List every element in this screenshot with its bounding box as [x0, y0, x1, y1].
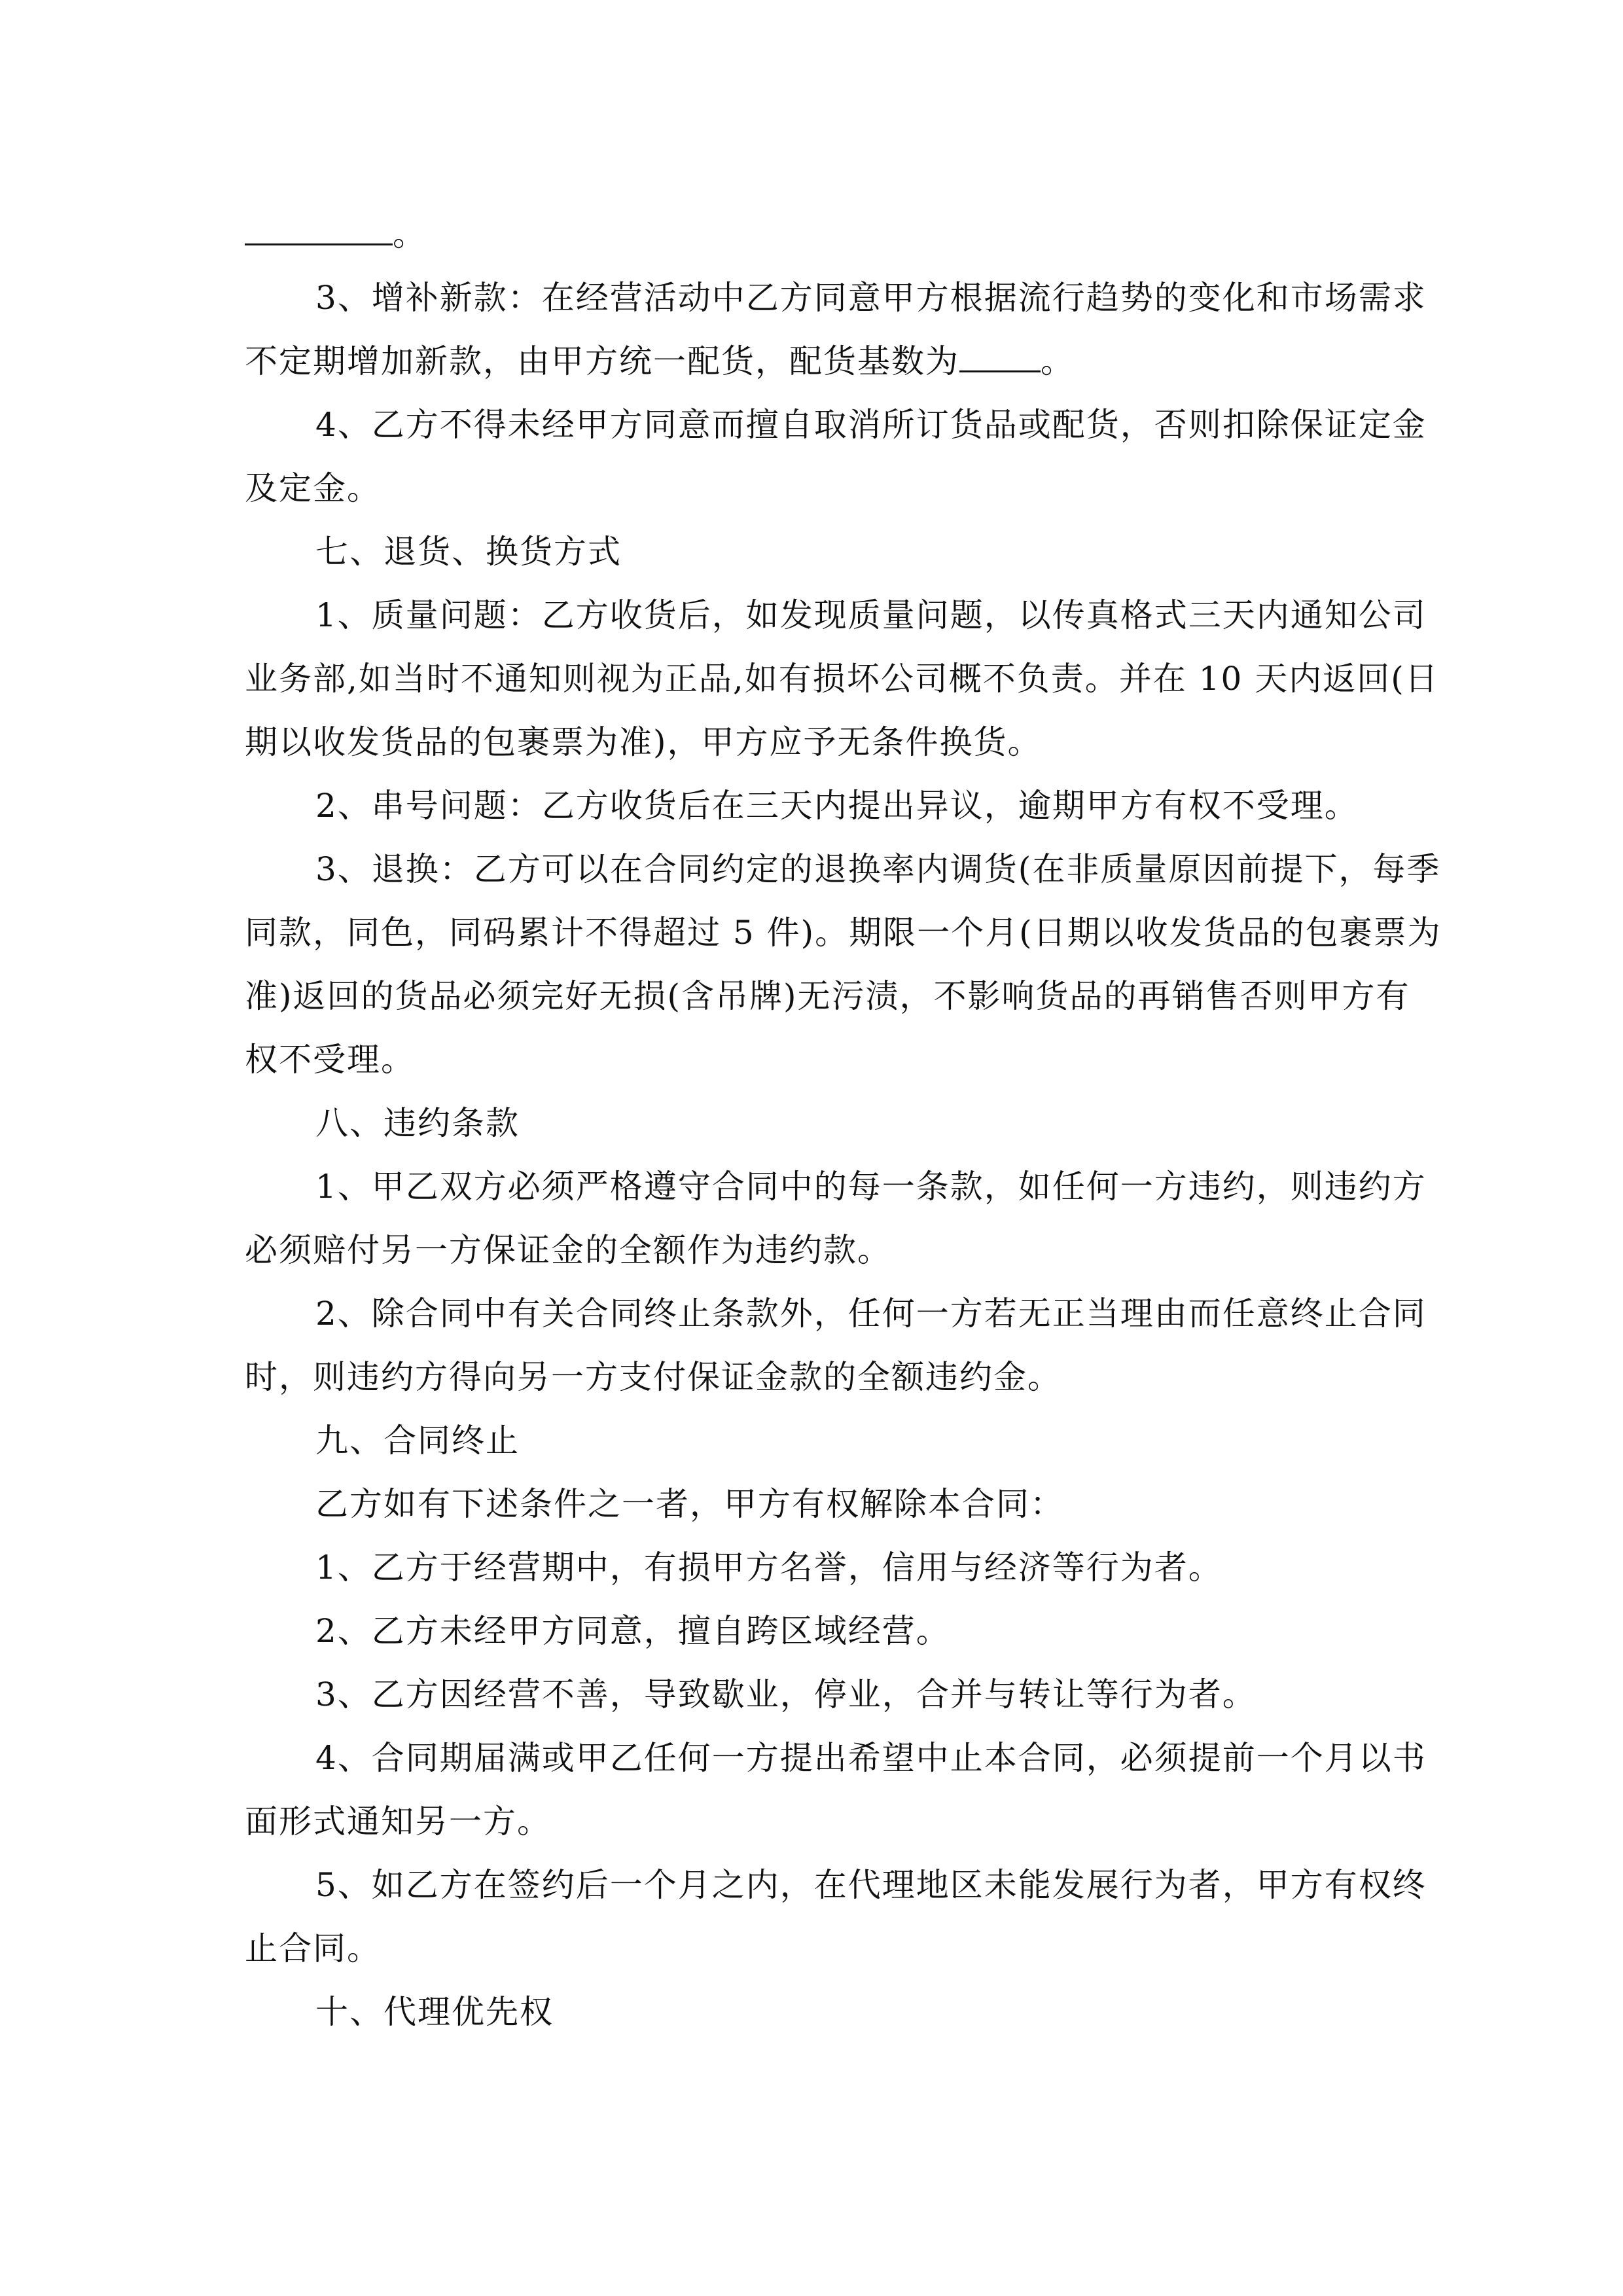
text-line — [245, 901, 1442, 965]
line-text: 必须赔付另一方保证金的全额作为违约款。 — [245, 1231, 891, 1269]
section-heading-9 — [245, 1409, 1377, 1473]
clause-breach-1 — [245, 1155, 1427, 1219]
line-text: 4、合同期届满或甲乙任何一方提出希望中止本合同，必须提前一个月以书 — [315, 1739, 1427, 1777]
line-text: 3、乙方因经营不善，导致歇业，停业，合并与转让等行为者。 — [315, 1676, 1257, 1713]
section-title: 八、违约条款 — [315, 1104, 520, 1142]
text-line — [245, 1346, 1377, 1409]
section-title: 七、退货、换货方式 — [315, 533, 622, 571]
line-text: 2、串号问题：乙方收货后在三天内提出异议，逾期甲方有权不受理。 — [315, 787, 1359, 825]
line-text: 乙方如有下述条件之一者，甲方有权解除本合同： — [315, 1485, 1064, 1523]
text-line — [245, 457, 1377, 520]
section-title: 九、合同终止 — [315, 1422, 520, 1460]
clause-serial-issue — [245, 774, 1377, 838]
line-text: 及定金。 — [245, 469, 381, 507]
section-heading-8 — [245, 1092, 1377, 1155]
line-text: 4、乙方不得未经甲方同意而擅自取消所订货品或配货，否则扣除保证定金 — [315, 406, 1427, 444]
termination-item-2 — [245, 1600, 1377, 1663]
line-text: 同款，同色，同码累计不得超过 5 件)。期限一个月(日期以收发货品的包裹票为 — [245, 914, 1442, 952]
line-text: 2、除合同中有关合同终止条款外，任何一方若无正当理由而任意终止合同 — [315, 1295, 1427, 1333]
text-line — [245, 647, 1439, 711]
line-text: 不定期增加新款，由甲方统一配货，配货基数为 — [245, 342, 959, 380]
line-text: 3、增补新款：在经营活动中乙方同意甲方根据流行趋势的变化和市场需求 — [315, 279, 1427, 317]
section-heading-7 — [245, 520, 1377, 584]
line-text: 准)返回的货品必须完好无损(含吊牌)无污渍，不影响货品的再销售否则甲方有 — [245, 977, 1410, 1015]
text-line — [245, 965, 1410, 1028]
line-text: 。 — [1041, 342, 1075, 380]
text-line — [245, 1790, 1377, 1854]
clause-return-exchange — [245, 838, 1441, 901]
clause-3-new-styles — [245, 266, 1427, 330]
text-line — [245, 1219, 1377, 1282]
text-line — [245, 203, 1377, 266]
document-body — [245, 203, 1442, 2044]
termination-item-1 — [245, 1536, 1377, 1600]
clause-breach-2 — [245, 1282, 1427, 1346]
text-line — [245, 1917, 1377, 1981]
line-text: 3、退换：乙方可以在合同约定的退换率内调货(在非质量原因前提下，每季 — [315, 850, 1441, 888]
line-text: 止合同。 — [245, 1929, 381, 1967]
termination-item-3 — [245, 1663, 1377, 1727]
line-text: 面形式通知另一方。 — [245, 1803, 551, 1840]
text-line — [245, 330, 1377, 393]
termination-intro — [245, 1473, 1377, 1536]
clause-4-cancellation — [245, 393, 1427, 457]
line-text: 1、甲乙双方必须严格遵守合同中的每一条款，如任何一方违约，则违约方 — [315, 1168, 1427, 1206]
line-text: 5、如乙方在签约后一个月之内，在代理地区未能发展行为者，甲方有权终 — [315, 1866, 1427, 1904]
termination-item-4 — [245, 1727, 1427, 1790]
line-text: 权不受理。 — [245, 1041, 415, 1079]
section-heading-10 — [245, 1981, 1377, 2044]
fill-in-blank — [245, 208, 393, 245]
text-line — [245, 711, 1377, 774]
line-text: 1、乙方于经营期中，有损甲方名誉，信用与经济等行为者。 — [315, 1549, 1222, 1587]
termination-item-5 — [245, 1854, 1427, 1917]
line-text: 1、质量问题：乙方收货后，如发现质量问题，以传真格式三天内通知公司 — [315, 596, 1427, 634]
text-line — [245, 1028, 1377, 1092]
line-text: 期以收发货品的包裹票为准)，甲方应予无条件换货。 — [245, 723, 1042, 761]
line-text: 业务部,如当时不通知则视为正品,如有损坏公司概不负责。并在 10 天内返回(日 — [245, 660, 1439, 698]
line-text: 2、乙方未经甲方同意，擅自跨区域经营。 — [315, 1612, 950, 1650]
fill-in-blank — [959, 335, 1041, 372]
section-title: 十、代理优先权 — [315, 1993, 554, 2031]
clause-quality-issue — [245, 584, 1427, 647]
line-text: 时，则违约方得向另一方支付保证金款的全额违约金。 — [245, 1358, 1061, 1396]
line-text: 。 — [393, 215, 427, 253]
